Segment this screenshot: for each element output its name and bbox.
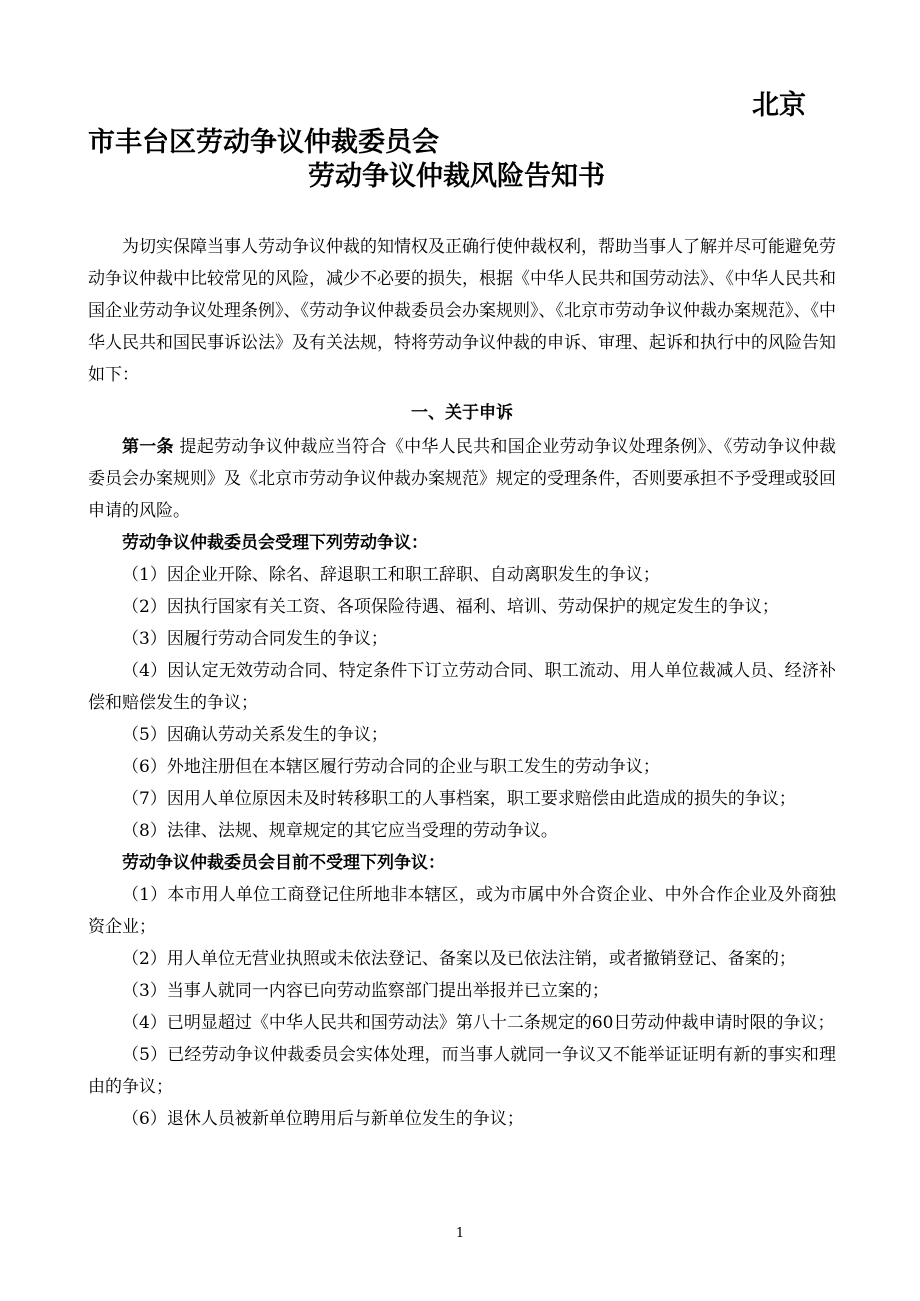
accepted-heading: 劳动争议仲裁委员会受理下列劳动争议：: [122, 533, 428, 553]
rejected-heading: 劳动争议仲裁委员会目前不受理下列争议：: [122, 853, 445, 873]
article-text: 提起劳动争议仲裁应当符合《中华人民共和国企业劳动争议处理条例》、《劳动争议仲裁委员会办案规则》及《北京市劳动争议仲裁办案规范》规定的受理条件，否则要承担不予受理或驳回申请的风险。: [88, 437, 837, 521]
document-body: [88, 231, 836, 1135]
accepted-item: （8）法律、法规、规章规定的其它应当受理的劳动争议。: [122, 821, 558, 841]
section-title: 一、关于申诉: [411, 403, 513, 423]
accepted-item: （7）因用人单位原因未及时转移职工的人事档案，职工要求赔偿由此造成的损失的争议；: [122, 789, 796, 809]
rejected-item: （2）用人单位无营业执照或未依法登记、备案以及已依法注销，或者撤销登记、备案的；: [122, 949, 796, 969]
accepted-item: （6）外地注册但在本辖区履行劳动合同的企业与职工发生的劳动争议；: [122, 757, 660, 777]
rejected-item: （6）退休人员被新单位聘用后与新单位发生的争议；: [122, 1109, 524, 1129]
title-line-2: 市丰台区劳动争议仲裁委员会: [88, 127, 439, 158]
accepted-item: （5）因确认劳动关系发生的争议；: [122, 725, 388, 745]
intro-paragraph: 为切实保障当事人劳动争议仲裁的知情权及正确行使仲裁权利，帮助当事人了解并尽可能避免劳动争议仲裁中比较常见的风险，减少不必要的损失，根据《中华人民共和国劳动法》、《中华人民共和国企业劳动争议处理条例》、《劳动争议仲裁委员会办案规则》、《北京市劳动争议仲裁办案规范》、《中华人民共和国民事诉讼法》及有关法规，特将劳动争议仲裁的申诉、审理、起诉和执行中的风险告知如下：: [88, 237, 836, 385]
article-1: [88, 431, 836, 527]
title-line-1: 北京: [752, 90, 806, 121]
page-number: 1: [455, 1226, 465, 1241]
rejected-item: （5）已经劳动争议仲裁委员会实体处理，而当事人就同一争议又不能举证证明有新的事实和理由的争议；: [88, 1045, 836, 1097]
accepted-item: （1）因企业开除、除名、辞退职工和职工辞职、自动离职发生的争议；: [122, 565, 660, 585]
rejected-item: （1）本市用人单位工商登记住所地非本辖区，或为市属中外合资企业、中外合作企业及外商独资企业；: [88, 885, 836, 937]
document-title: 劳动争议仲裁风险告知书: [308, 161, 605, 192]
article-label: 第一条: [122, 437, 174, 457]
accepted-item: （2）因执行国家有关工资、各项保险待遇、福利、培训、劳动保护的规定发生的争议；: [122, 597, 779, 617]
accepted-item: （4）因认定无效劳动合同、特定条件下订立劳动合同、职工流动、用人单位裁减人员、经济补偿和赔偿发生的争议；: [88, 661, 836, 713]
accepted-item: （3）因履行劳动合同发生的争议；: [122, 629, 388, 649]
rejected-item: （4）已明显超过《中华人民共和国劳动法》第八十二条规定的60日劳动仲裁申请时限的争议；: [122, 1013, 835, 1033]
rejected-item: （3）当事人就同一内容已向劳动监察部门提出举报并已立案的；: [122, 981, 609, 1001]
